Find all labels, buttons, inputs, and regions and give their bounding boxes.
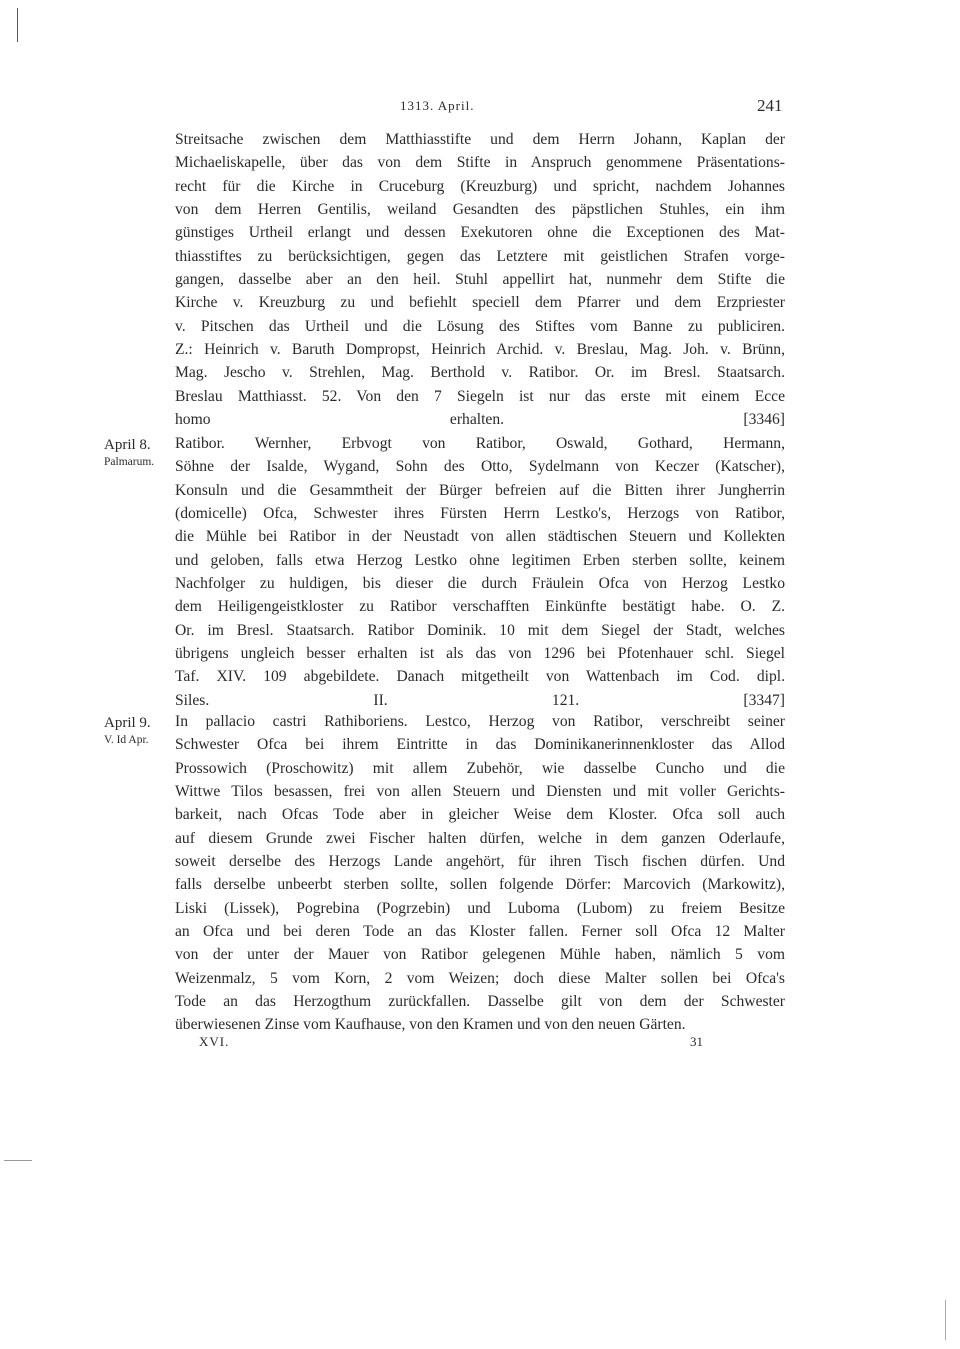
text-line: auf diesem Grunde zwei Fischer halten dürfen, welche in dem ganzen Oderlaufe, bbox=[175, 829, 785, 847]
text-line: Liski (Lissek), Pogrebina (Pogrzebin) und Luboma (Lubom) zu freiem Besitze bbox=[175, 899, 785, 917]
text-line: Streitsache zwischen dem Matthiasstifte und dem Herrn Johann, Kaplan der bbox=[175, 131, 785, 148]
scan-edge-mark bbox=[945, 1300, 946, 1340]
page-number: 241 bbox=[757, 96, 783, 115]
text-line: dem Heiligengeistkloster zu Ratibor verschafften Einkünfte bestätigt habe. O. Z. bbox=[175, 598, 785, 616]
text-line: gangen, dasselbe aber an den heil. Stuhl appellirt hat, nunmehr dem Stifte die bbox=[175, 271, 785, 289]
running-head-date: 1313. April. bbox=[400, 98, 475, 113]
text-line: Wittwe Tilos besassen, frei von allen Steuern und Diensten und mit voller Gerichts- bbox=[175, 783, 785, 801]
text-line: an Ofca und bei deren Tode an das Kloster fallen. Ferner soll Ofca 12 Malter bbox=[175, 923, 785, 941]
entry-3347 bbox=[175, 432, 785, 712]
text-line: Mag. Jescho v. Strehlen, Mag. Berthold v. Ratibor. Or. im Bresl. Staatsarch. bbox=[175, 364, 785, 382]
text-line: übrigens ungleich besser erhalten ist als das von 1296 bei Pfotenhauer schl. Siegel bbox=[175, 645, 785, 663]
text-line: recht für die Kirche in Cruceburg (Kreuzburg) und spricht, nachdem Johannes bbox=[175, 177, 785, 195]
sheet-number: 31 bbox=[690, 1034, 703, 1049]
text-line: v. Pitschen das Urtheil und die Lösung des Stiftes vom Banne zu publiciren. bbox=[175, 317, 785, 335]
entry-date-feast: Palmarum. bbox=[104, 456, 155, 468]
text-line: Kirche v. Kreuzburg zu und befiehlt speciell dem Pfarrer und dem Erzpriester bbox=[175, 294, 785, 312]
entry-date-roman: V. Id Apr. bbox=[104, 734, 149, 746]
text-line: Söhne der Isalde, Wygand, Sohn des Otto, Sydelmann von Keczer (Katscher), bbox=[175, 458, 785, 476]
date-margin-note bbox=[104, 715, 172, 749]
text-line: Siles. II. 121. bbox=[175, 691, 580, 709]
text-line: von der unter der Mauer von Ratibor gelegenen Mühle haben, nämlich 5 vom bbox=[175, 946, 785, 964]
text-line: Tode an das Herzogthum zurückfallen. Dasselbe gilt von dem der Schwester bbox=[175, 993, 785, 1011]
text-line: (domicelle) Ofca, Schwester ihres Fürsten Herrn Lestko's, Herzogs von Ratibor, bbox=[175, 505, 785, 523]
entry-3348 bbox=[175, 710, 785, 1037]
text-line: von dem Herren Gentilis, weiland Gesandten des päpstlichen Stuhles, ein ihm bbox=[175, 201, 785, 219]
text-line: günstiges Urtheil erlangt und dessen Exekutoren ohne die Exceptionen des Mat- bbox=[175, 224, 785, 242]
text-line: In pallacio castri Rathiboriens. Lestco, Herzog von Ratibor, verschreibt seiner bbox=[175, 713, 785, 730]
text-line: und geloben, falls etwa Herzog Lestko ohne legitimen Erben sterben sollte, keinem bbox=[175, 551, 785, 569]
text-line: falls derselbe unbeerbt sterben sollte, sollen folgende Dörfer: Marcovich (Markowitz), bbox=[175, 876, 785, 894]
scan-edge-mark bbox=[4, 1160, 32, 1161]
text-line: die Mühle bei Ratibor in der Neustadt von allen städtischen Steuern und Kollekten bbox=[175, 528, 785, 546]
text-line: Z.: Heinrich v. Baruth Dompropst, Heinrich Archid. v. Breslau, Mag. Joh. v. Brünn, bbox=[175, 341, 785, 359]
text-line: Breslau Matthiasst. 52. Von den 7 Siegeln ist nur das erste mit einem Ecce bbox=[175, 387, 785, 405]
text-line: überwiesenen Zinse vom Kaufhause, von den Kramen und von den neuen Gärten. bbox=[175, 1016, 686, 1034]
text-line: barkeit, nach Ofcas Tode aber in gleicher Weise dem Kloster. Ofca soll auch bbox=[175, 806, 785, 824]
text-line: Ratibor. Wernher, Erbvogt von Ratibor, Oswald, Gothard, Hermann, bbox=[175, 435, 785, 452]
page-footer bbox=[0, 1034, 960, 1054]
text-line: soweit derselbe des Herzogs Lande angehört, für ihren Tisch fischen dürfen. Und bbox=[175, 853, 785, 871]
text-line: Konsuln und die Gesammtheit der Bürger befreien auf die Bitten ihrer Jungherrin bbox=[175, 481, 785, 499]
scan-edge-mark bbox=[17, 8, 18, 42]
text-line: Or. im Bresl. Staatsarch. Ratibor Dominik. 10 mit dem Siegel der Stadt, welches bbox=[175, 621, 785, 639]
text-line: Prossowich (Proschowitz) mit allem Zubehör, wie dasselbe Cuncho und die bbox=[175, 759, 785, 777]
entry-date: April 8. bbox=[104, 437, 151, 453]
text-line: Schwester Ofca bei ihrem Eintritte in das Dominikanerinnenkloster das Allod bbox=[175, 736, 785, 754]
text-line: thiasstiftes zu berücksichtigen, gegen das Letztere mit geistlichen Strafen vorge- bbox=[175, 247, 785, 265]
text-line: Weizenmalz, 5 vom Korn, 2 vom Weizen; doch diese Malter sollen bei Ofca's bbox=[175, 969, 785, 987]
entry-reference-number: [3346] bbox=[743, 411, 785, 429]
text-line-with-ref bbox=[175, 689, 785, 712]
running-head bbox=[0, 96, 960, 120]
entry-date: April 9. bbox=[104, 715, 151, 731]
text-line: homo erhalten. bbox=[175, 411, 505, 429]
text-line: Taf. XIV. 109 abgebildete. Danach mitgetheilt von Wattenbach im Cod. dipl. bbox=[175, 668, 785, 686]
text-line-with-ref bbox=[175, 408, 785, 431]
text-line: Nachfolger zu huldigen, bis dieser die durch Fräulein Ofca von Herzog Lestko bbox=[175, 575, 785, 593]
date-margin-note bbox=[104, 437, 172, 471]
entry-3346 bbox=[175, 128, 785, 431]
entry-reference-number: [3347] bbox=[743, 691, 785, 709]
signature-mark: XVI. bbox=[199, 1034, 230, 1049]
text-line: Michaeliskapelle, über das von dem Stifte in Anspruch genommene Präsentations- bbox=[175, 154, 785, 172]
